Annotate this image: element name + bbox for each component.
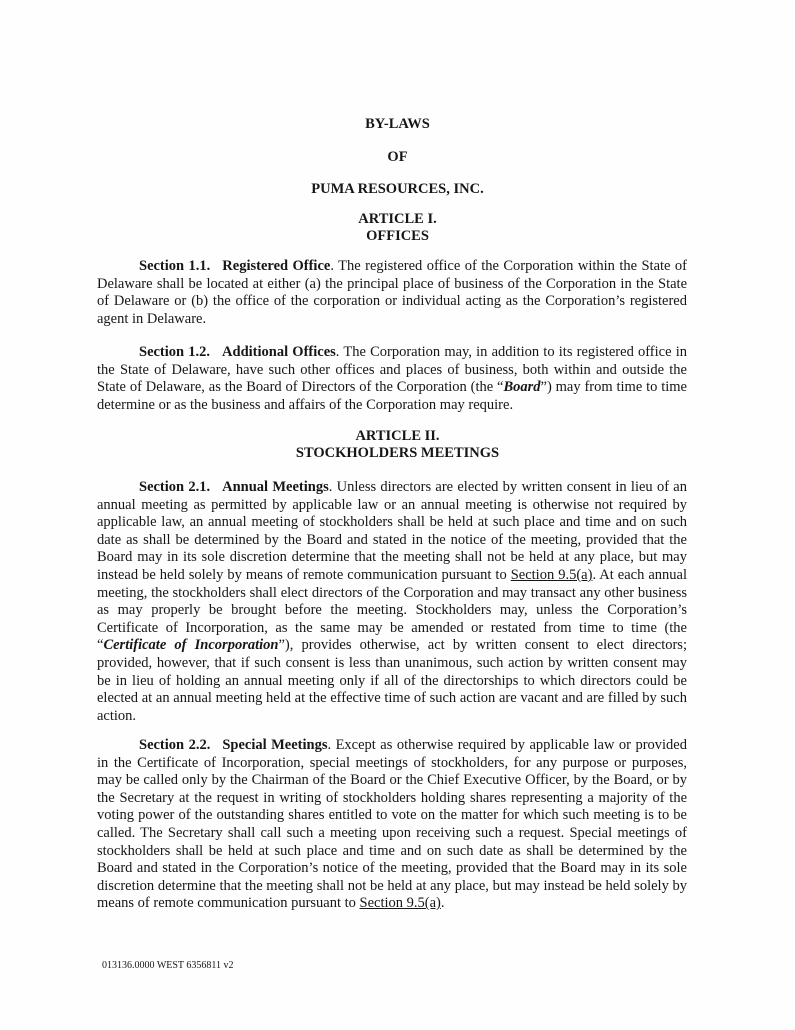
section-text: ”) may from time to time determine or as the business and affairs of the Corporation may require.: [97, 379, 687, 413]
article-2-name: STOCKHOLDERS MEETINGS: [295, 445, 500, 461]
section-number: Section 1.1.: [139, 258, 211, 274]
section-text: . The Corporation may, in addition to its registered office in the State of Delaware, have such other offices and places of business, both within and outside the State of Delaware, as the Board of Directors of the Corporation (the “: [97, 344, 687, 396]
defined-term: Certificate of Incorporation: [103, 637, 279, 654]
article-2-number: ARTICLE II.: [355, 428, 440, 444]
section-text: . The registered office of the Corporation within the State of Delaware shall be located at either (a) the principal place of business of the Corporation in the State of Delaware or (b) the office of the corporation or individual acting as the Corporation’s registered agent in Delaware.: [97, 258, 688, 327]
section-reference-link[interactable]: Section 9.5(a): [510, 566, 593, 583]
section-number: Section 2.2.: [139, 737, 211, 753]
section-text: .: [440, 895, 445, 912]
company-name: PUMA RESOURCES, INC.: [311, 181, 484, 197]
section-1-1: [97, 258, 687, 328]
article-1-number: ARTICLE I.: [358, 211, 437, 227]
section-text: . Except as otherwise required by applicable law or provided in the Certificate of Incorporation, special meetings of stockholders, for any purpose or purposes, may be called only by the Chairman of the Board or the Chief Executive Officer, by the Board, or by the Secretary at the request in writing of stockholders holding shares representing a majority of the voting power of the outstanding shares entitled to vote on the matter for which such meeting is to be called. The Secretary shall call such a meeting upon receiving such a request. Special meetings of stockholders shall be held at such place and time and on such date as shall be determined by the Board and stated in the Corporation’s notice of the meeting, provided that the Board may in its sole discretion determine that the meeting shall not be held at any place, but may instead be held solely by means of remote communication pursuant to: [97, 737, 687, 912]
section-text: . At each annual meeting, the stockholders shall elect directors of the Corporation and may transact any other business as may properly be brought before the meeting. Stockholders may, unless the Corporation’s Certificate of Incorporation, as the same may be amended or restated from time to time (the “: [97, 566, 687, 654]
section-text: . Unless directors are elected by written consent in lieu of an annual meeting as permitted by applicable law or an annual meeting is otherwise not required by applicable law, an annual meeting of stockholders shall be held at such place and time and on such date as shall be determined by the Board and stated in the notice of the meeting, provided that the Board may in its sole discretion determine that the meeting shall not be held at any place, but may instead be held solely by means of remote communication pursuant to: [97, 479, 687, 583]
section-heading: Annual Meetings: [222, 479, 329, 495]
section-1-2: [97, 344, 687, 414]
section-text: ”), provides otherwise, act by written consent to elect directors; provided, however, that if such consent is less than unanimous, such action by written consent may be in lieu of holding an annual meeting only if all of the directorships to which directors could be elected at an annual meeting held at the effective time of such action are vacant and are filled by such action.: [97, 637, 687, 724]
section-heading: Special Meetings: [222, 737, 328, 753]
section-number: Section 1.2.: [139, 344, 211, 360]
article-1-name: OFFICES: [366, 228, 429, 244]
document-of: OF: [387, 149, 408, 165]
document-title: BY-LAWS: [365, 116, 430, 132]
section-reference-link[interactable]: Section 9.5(a): [359, 895, 441, 912]
section-heading: Registered Office: [222, 258, 331, 274]
section-2-2: [97, 737, 687, 913]
section-heading: Additional Offices: [222, 344, 336, 360]
document-footer-id: 013136.0000 WEST 6356811 v2: [102, 960, 234, 971]
section-2-1: [97, 479, 687, 725]
defined-term: Board: [503, 379, 541, 396]
section-number: Section 2.1.: [139, 479, 211, 495]
